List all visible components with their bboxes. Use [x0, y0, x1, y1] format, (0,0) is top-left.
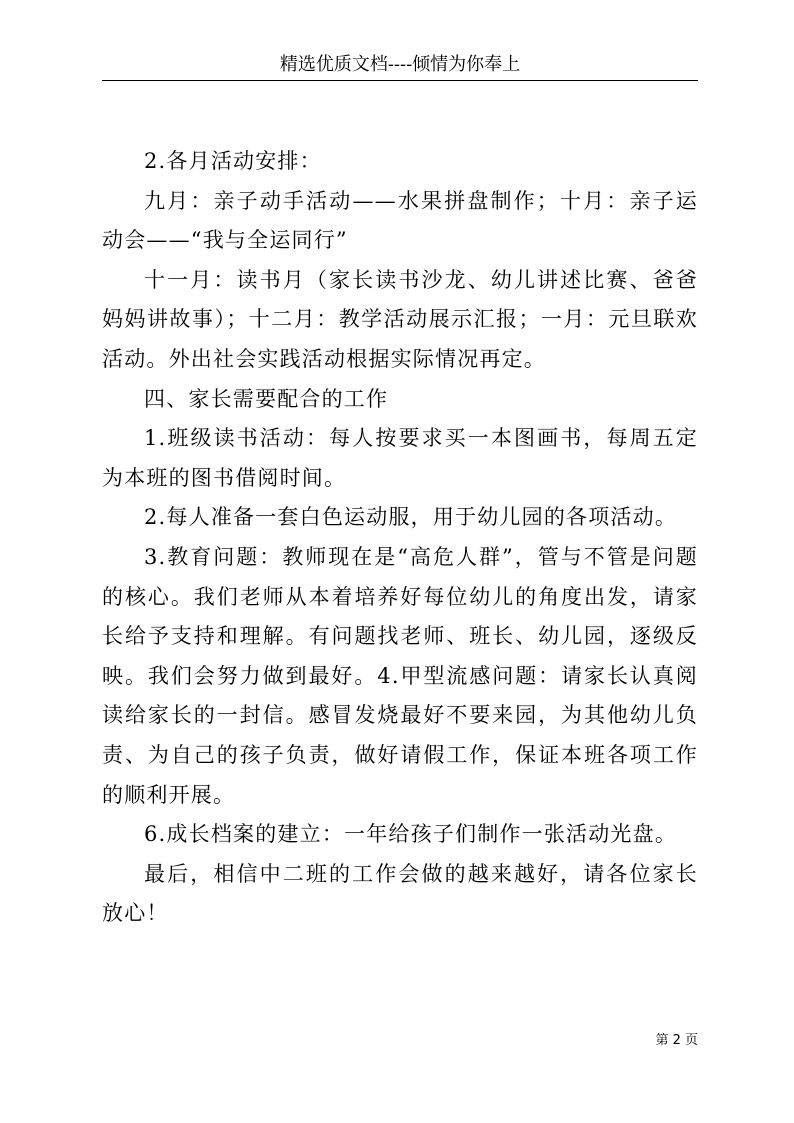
- header-title: 精选优质文档----倾情为你奉上: [279, 54, 521, 75]
- paragraph-sportswear: 2.每人准备一套白色运动服，用于幼儿园的各项活动。: [144, 505, 678, 530]
- page-number: 第 2 页: [655, 1033, 698, 1048]
- paragraph-sept-oct: 九月：亲子动手活动——水果拼盘制作；十月：亲子运动会——“我与全运同行”: [102, 188, 698, 253]
- paragraph-growth-archive: 6.成长档案的建立：一年给孩子们制作一张活动光盘。: [144, 822, 678, 847]
- document-body: [102, 142, 698, 934]
- paragraph-reading-activity: 1.班级读书活动：每人按要求买一本图画书，每周五定为本班的图书借阅时间。: [102, 426, 698, 490]
- section-heading-parent-cooperation: 四、家长需要配合的工作: [144, 386, 389, 411]
- page-header: [102, 52, 698, 81]
- paragraph-nov-jan: 十一月：读书月（家长读书沙龙、幼儿讲述比赛、爸爸妈妈讲故事）；十二月：教学活动展示汇报；一月：元旦联欢活动。外出社会实践活动根据实际情况再定。: [102, 267, 698, 371]
- paragraph-monthly-schedule-heading: 2.各月活动安排：: [144, 149, 322, 173]
- paragraph-education-issues: 3.教育问题：教师现在是“高危人群”，管与不管是问题的核心。我们老师从本着培养好每位幼儿的角度出发，请家长给予支持和理解。有问题找老师、班长、幼儿园，逐级反映。我们会努力做到最好。4.甲型流感问题：请家长认真阅读给家长的一封信。感冒发烧最好不要来园，为其他幼儿负责、为自己的孩子负责，做好请假工作，保证本班各项工作的顺利开展。: [102, 544, 698, 807]
- paragraph-closing: 最后，相信中二班的工作会做的越来越好，请各位家长放心！: [102, 861, 698, 926]
